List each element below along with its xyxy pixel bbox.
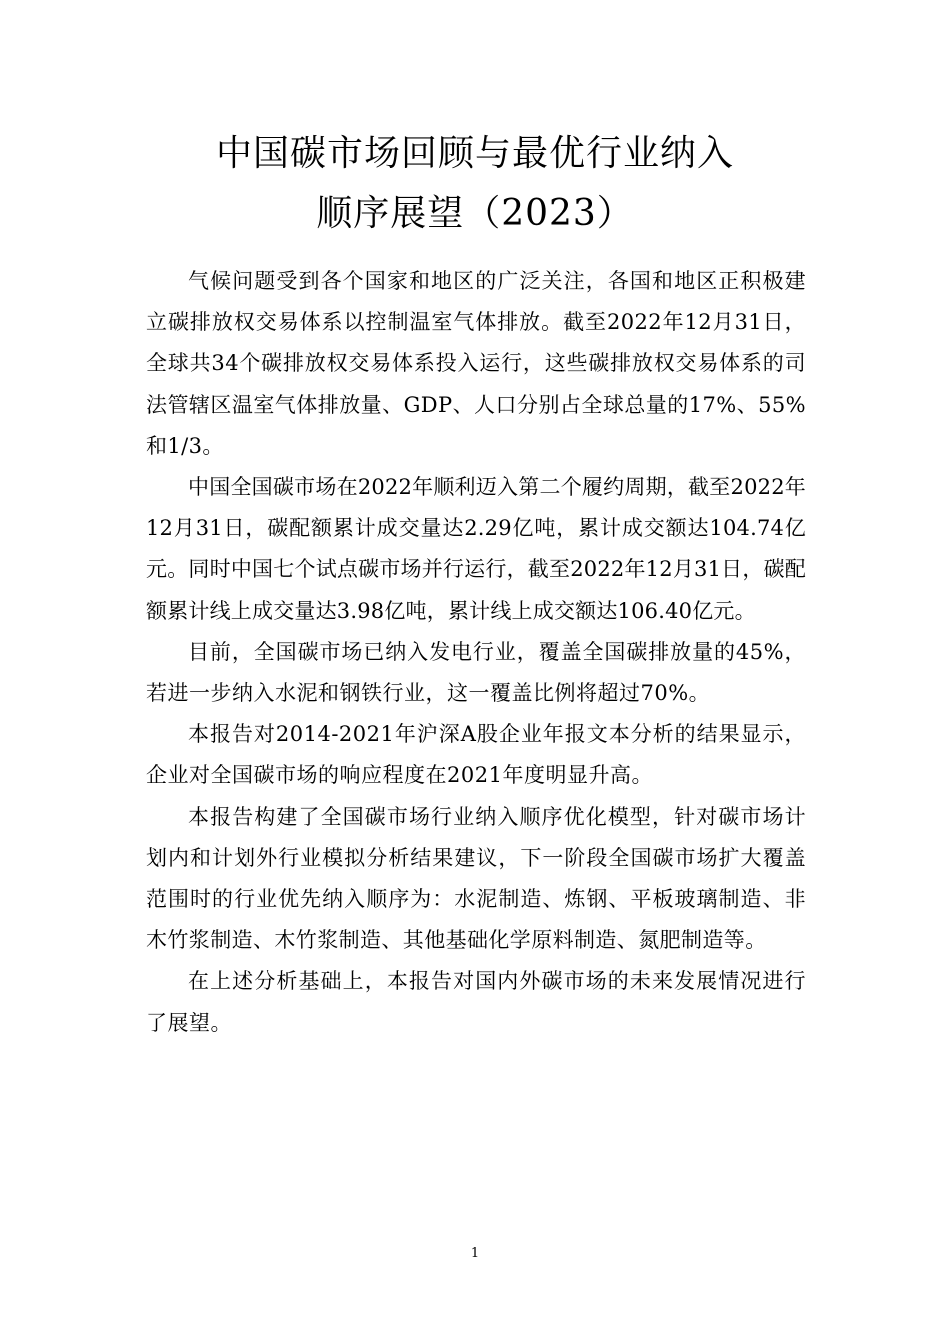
page-number: 1 — [470, 1246, 480, 1261]
document-body — [146, 261, 806, 1044]
document-title-line-1: 中国碳市场回顾与最优行业纳入 — [215, 133, 734, 174]
paragraph-china-national-market: 中国全国碳市场在2022年顺利迈入第二个履约周期，截至2022年12月31日，碳配额累计成交量达2.29亿吨，累计成交额达104.74亿元。同时中国七个试点碳市场并行运行，截至2022年12月31日，碳配额累计线上成交量达3.98亿吨，累计线上成交额达106.40亿元。 — [146, 475, 806, 623]
paragraph-coverage: 目前，全国碳市场已纳入发电行业，覆盖全国碳排放量的45%，若进一步纳入水泥和钢铁行业，这一覆盖比例将超过70%。 — [146, 639, 806, 706]
paragraph-annual-report-analysis: 本报告对2014-2021年沪深A股企业年报文本分析的结果显示，企业对全国碳市场的响应程度在2021年度明显升高。 — [146, 722, 806, 788]
paragraph-outlook: 在上述分析基础上，本报告对国内外碳市场的未来发展情况进行了展望。 — [146, 969, 806, 1035]
paragraph-global-ets: 气候问题受到各个国家和地区的广泛关注，各国和地区正积极建立碳排放权交易体系以控制温室气体排放。截至2022年12月31日，全球共34个碳排放权交易体系投入运行，这些碳排放权交易体系的司法管辖区温室气体排放量、GDP、人口分别占全球总量的17%、55%和1/3。 — [146, 269, 806, 458]
document-title-line-2: 顺序展望（2023） — [316, 193, 634, 234]
paragraph-industry-order: 本报告构建了全国碳市场行业纳入顺序优化模型，针对碳市场计划内和计划外行业模拟分析结果建议，下一阶段全国碳市场扩大覆盖范围时的行业优先纳入顺序为：水泥制造、炼钢、平板玻璃制造、非木竹浆制造、木竹浆制造、其他基础化学原料制造、氮肥制造等。 — [146, 804, 806, 953]
